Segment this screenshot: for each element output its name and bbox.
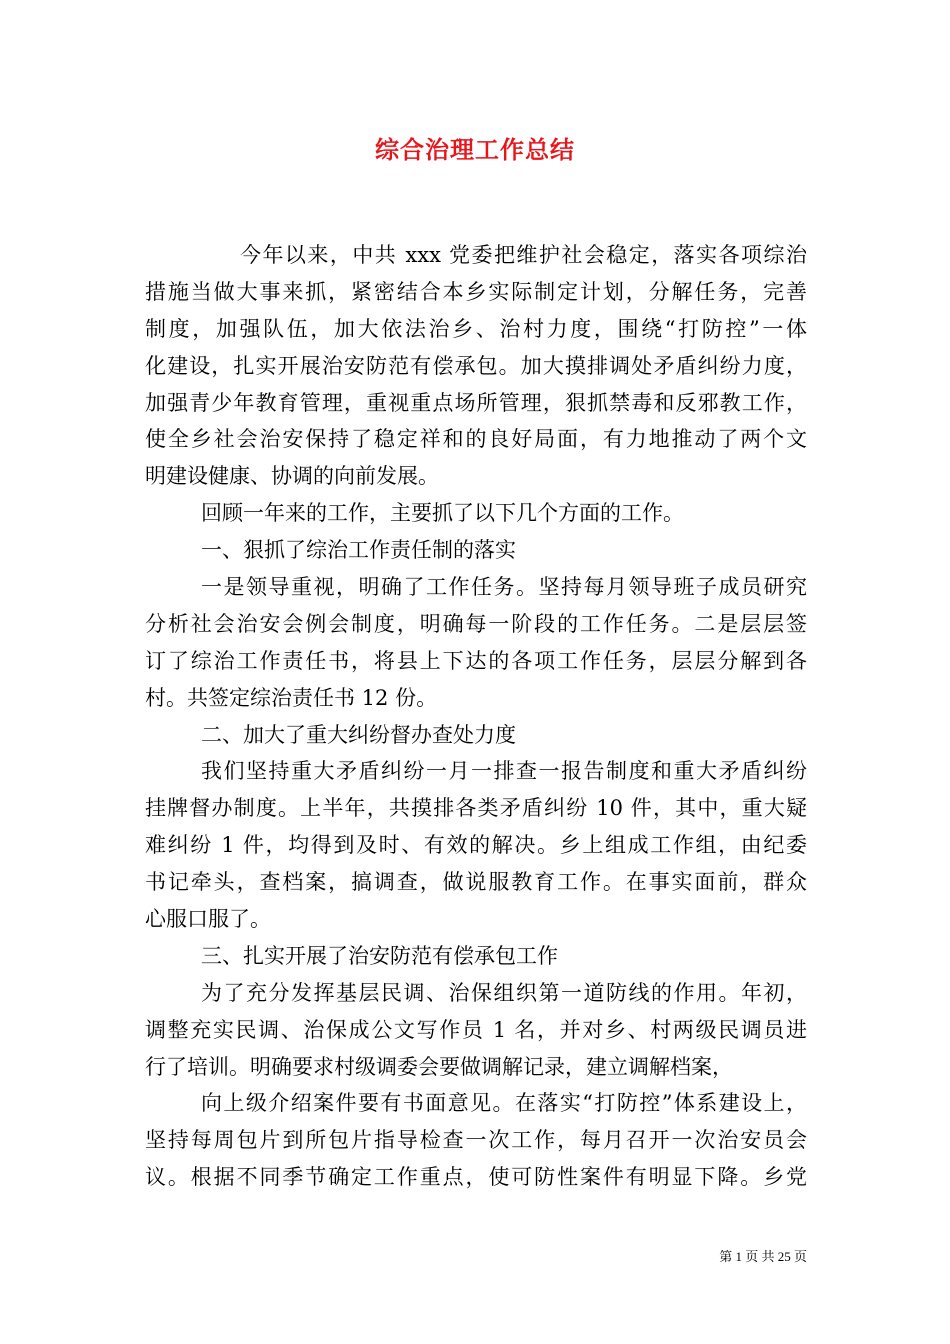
text-line: 调整充实民调、治保成公文写作员 1 名，并对乡、村两级民调员进	[145, 1017, 807, 1042]
text-line: 行了培训。明确要求村级调委会要做调解记录，建立调解档案，	[145, 1054, 733, 1079]
text-line: 今年以来，中共 xxx 党委把维护社会稳定，落实各项综治	[240, 243, 807, 267]
text-line: 坚持每周包片到所包片指导检查一次工作，每月召开一次治安员会	[145, 1128, 807, 1153]
text-line: 使全乡社会治安保持了稳定祥和的良好局面，有力地推动了两个文	[145, 427, 807, 452]
text-line: 分析社会治安会例会制度，明确每一阶段的工作任务。二是层层签	[145, 611, 807, 636]
text-line: 我们坚持重大矛盾纠纷一月一排查一报告制度和重大矛盾纠纷	[201, 759, 807, 784]
text-line: 向上级介绍案件要有书面意见。在落实“打防控”体系建设上，	[201, 1091, 807, 1116]
text-line: 书记牵头，查档案，搞调查，做说服教育工作。在事实面前，群众	[145, 870, 807, 895]
page-number: 第 1 页 共 25 页	[719, 1249, 807, 1264]
text-line: 制度，加强队伍，加大依法治乡、治村力度，围绕“打防控”一体	[145, 316, 807, 341]
text-line: 明建设健康、协调的向前发展。	[145, 464, 439, 489]
text-line: 一是领导重视，明确了工作任务。坚持每月领导班子成员研究	[201, 575, 807, 600]
text-line: 化建设，扎实开展治安防范有偿承包。加大摸排调处矛盾纠纷力度，	[145, 353, 807, 378]
text-line: 难纠纷 1 件，均得到及时、有效的解决。乡上组成工作组，由纪委	[145, 833, 807, 858]
text-line: 村。共签定综治责任书 12 份。	[145, 685, 438, 710]
text-line: 心服口服了。	[145, 907, 271, 932]
document-body	[145, 237, 807, 1196]
text-line: 回顾一年来的工作，主要抓了以下几个方面的工作。	[201, 501, 684, 526]
text-line: 为了充分发挥基层民调、治保组织第一道防线的作用。年初，	[201, 980, 807, 1005]
text-line: 一、狠抓了综治工作责任制的落实	[201, 538, 516, 563]
text-line: 议。根据不同季节确定工作重点，使可防性案件有明显下降。乡党	[145, 1165, 807, 1190]
text-line: 订了综治工作责任书，将县上下达的各项工作任务，层层分解到各	[145, 648, 807, 673]
document-title: 综合治理工作总结	[375, 136, 575, 164]
text-line: 措施当做大事来抓，紧密结合本乡实际制定计划，分解任务，完善	[145, 279, 807, 304]
text-line: 挂牌督办制度。上半年，共摸排各类矛盾纠纷 10 件，其中，重大疑	[145, 796, 807, 821]
text-line: 加强青少年教育管理，重视重点场所管理，狠抓禁毒和反邪教工作，	[145, 390, 807, 415]
text-line: 二、加大了重大纠纷督办查处力度	[201, 722, 516, 747]
text-line: 三、扎实开展了治安防范有偿承包工作	[201, 943, 558, 968]
